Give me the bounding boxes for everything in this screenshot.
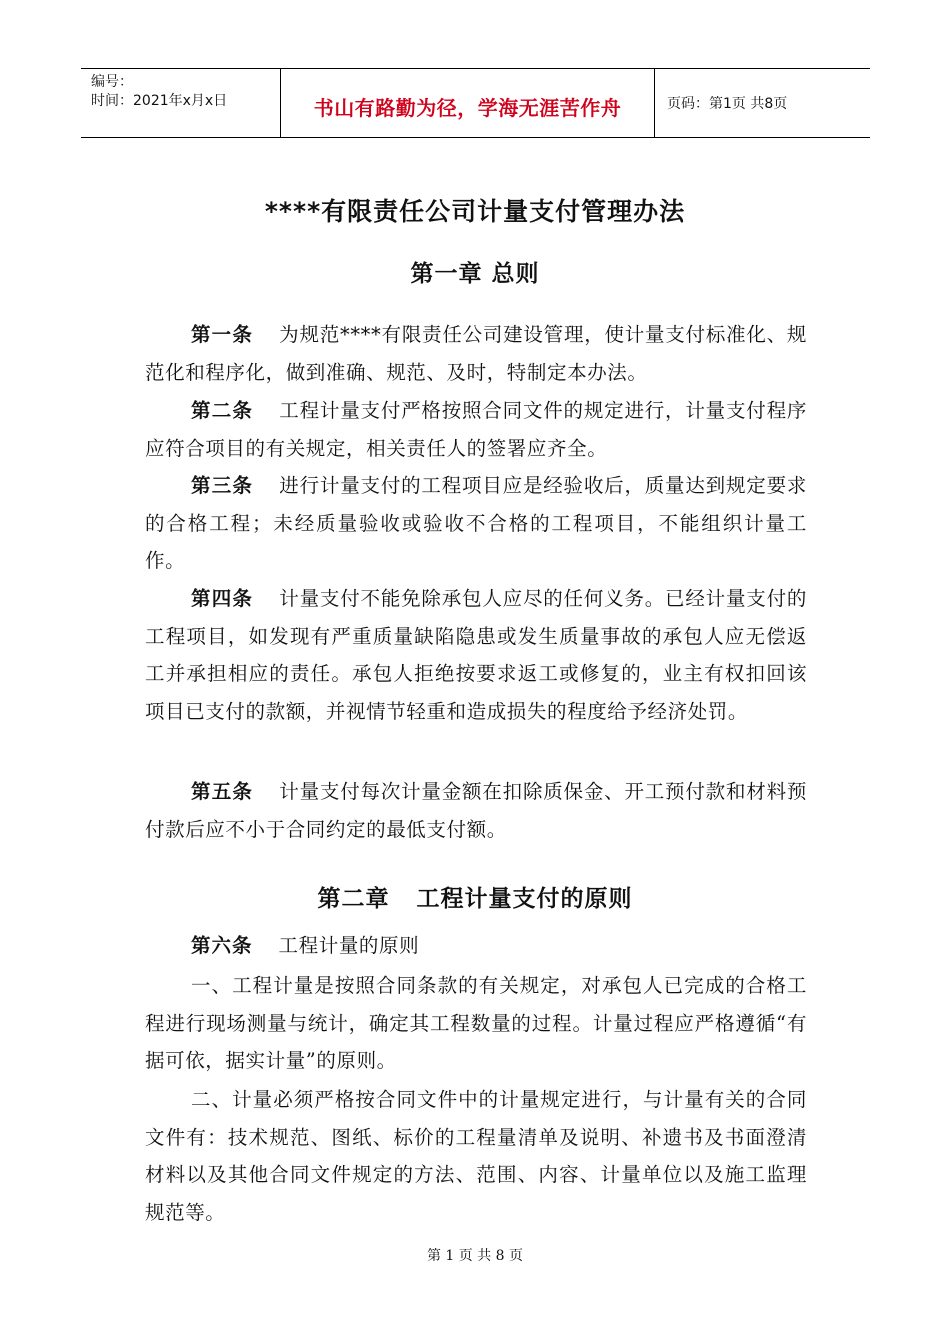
article-label: 第四条 (191, 587, 254, 610)
article-4 (145, 580, 807, 730)
number-label: 编号： (91, 74, 133, 90)
page-header (81, 68, 870, 138)
header-page-info: 页码：第1页 共8页 (667, 96, 788, 112)
chapter-2-title: 第二章 工程计量支付的原则 (317, 886, 633, 912)
article-1 (145, 316, 807, 391)
article-label: 第五条 (191, 780, 254, 803)
article-text: 工程计量的原则 (278, 934, 420, 957)
article-label: 第二条 (191, 399, 254, 422)
page-footer: 第 1 页 共 8 页 (426, 1248, 524, 1264)
article-5 (145, 773, 807, 848)
item-2: 二、计量必须严格按合同文件中的计量规定进行，与计量有关的合同文件有：技术规范、图纸、标价的工程量清单及说明、补遗书及书面澄清材料以及其他合同文件规定的方法、范围、内容、计量单位以及施工监理规范等。 (145, 1088, 807, 1224)
article-text: 为规范****有限责任公司建设管理，使计量支付标准化、规范化和程序化，做到准确、规范、及时，特制定本办法。 (145, 323, 807, 384)
header-meta (81, 69, 281, 137)
item-1: 一、工程计量是按照合同条款的有关规定，对承包人已完成的合格工程进行现场测量与统计，确定其工程数量的过程。计量过程应严格遵循“有据可依，据实计量”的原则。 (145, 974, 807, 1072)
article-label: 第三条 (191, 474, 254, 497)
article-text: 计量支付不能免除承包人应尽的任何义务。已经计量支付的工程项目，如发现有严重质量缺陷隐患或发生质量事故的承包人应无偿返工并承担相应的责任。承包人拒绝按要求返工或修复的，业主有权扣回该项目已支付的款额，并视情节轻重和造成损失的程度给予经济处罚。 (145, 587, 807, 723)
document-title: ****有限责任公司计量支付管理办法 (264, 197, 686, 226)
article-label: 第六条 (191, 934, 253, 957)
article-6 (145, 927, 807, 965)
article-label: 第一条 (191, 323, 254, 346)
chapter-1-title: 第一章 总则 (410, 261, 540, 287)
article-2 (145, 392, 807, 467)
article-text: 计量支付每次计量金额在扣除质保金、开工预付款和材料预付款后应不小于合同约定的最低支付额。 (145, 780, 807, 841)
article-text: 工程计量支付严格按照合同文件的规定进行，计量支付程序应符合项目的有关规定，相关责任人的签署应齐全。 (145, 399, 807, 460)
time-label: 时间：2021年x月x日 (91, 93, 228, 109)
header-motto: 书山有路勤为径，学海无涯苦作舟 (281, 69, 655, 137)
article-3 (145, 467, 807, 580)
article-text: 进行计量支付的工程项目应是经验收后，质量达到规定要求的合格工程；未经质量验收或验收不合格的工程项目，不能组织计量工作。 (145, 474, 807, 572)
